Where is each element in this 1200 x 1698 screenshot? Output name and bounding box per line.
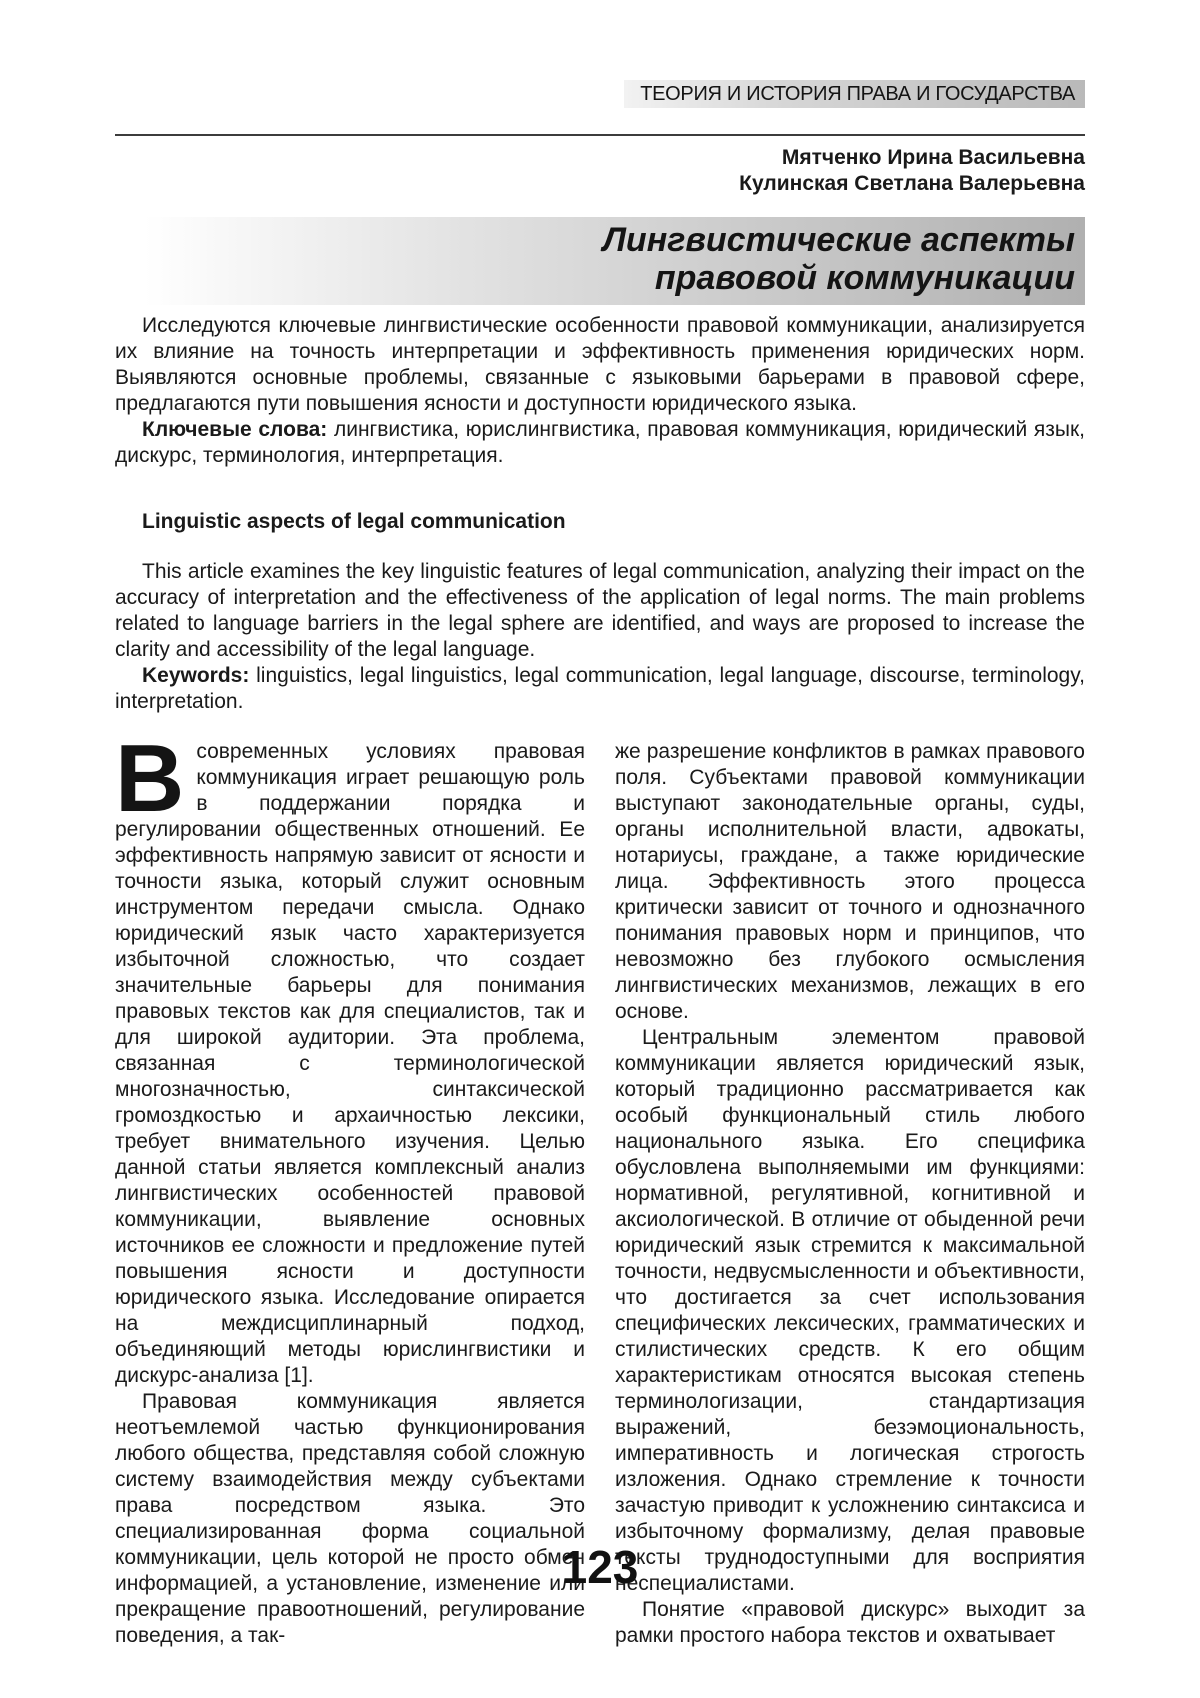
body-paragraph-text: современных условиях правовая коммуникация играет решающую роль в поддержании порядка и регулировании общественных отношений. Ее эффективность напрямую зависит от ясности и точности языка, который служит основным инструментом передачи смысла. Однако юридический язык часто характеризуется избыточной сложностью, что создает значительные барьеры для понимания правовых текстов как для специалистов, так и для широкой аудитории. Эта проблема, связанная с терминологической многозначностью, синтаксической громоздкостью и архаичностью лексики, требует внимательного изучения. Целью данной статьи является комплексный анализ лингвистических особенностей правовой коммуникации, выявление основных источников ее сложности и предложение путей повышения ясности и доступности юридического языка. Исследование опирается на междисциплинарный подход, объединяющий методы юрислингвистики и дискурс-анализа [1]. [115,740,585,1387]
section-title-band: ТЕОРИЯ И ИСТОРИЯ ПРАВА И ГОСУДАРСТВА [624,80,1085,108]
page-number: 123 [561,1541,639,1593]
left-column [115,725,585,1649]
body-paragraph: Понятие «правовой дискурс» выходит за рамки простого набора текстов и охватывает [615,1598,1085,1647]
author-name-1: Мятченко Ирина Васильевна [781,146,1085,169]
body-paragraph: же разрешение конфликтов в рамках правового поля. Субъектами правовой коммуникации выступают законодательные органы, суды, органы исполнительной власти, адвокаты, нотариусы, граждане, а также юридические лица. Эффективность этого процесса критически зависит от точного и однозначного понимания правовых норм и принципов, что невозможно без глубокого осмысления лингвистических механизмов, лежащих в его основе. [615,740,1085,1023]
abstract-english [115,559,1085,715]
english-title: Linguistic aspects of legal communication [142,510,566,533]
keywords-russian-label: Ключевые слова: [142,418,328,441]
body-paragraph: Центральным элементом правовой коммуникации является юридический язык, который традиционно рассматривается как особый функциональный стиль любого национального языка. Его специфика обусловлена выполняемыми им функциями: нормативной, регулятивной, когнитивной и аксиологической. В отличие от обыденной речи юридический язык стремится к максимальной точности, недвусмысленности и объективности, что достигается за счет использования специфических лексических, грамматических и стилистических средств. К его общим характеристикам относятся высокая степень терминологизации, стандартизация выражений, безэмоциональность, императивность и логическая строгость изложения. Однако стремление к точности зачастую приводит к усложнению синтаксиса и избыточному формализму, делая правовые тексты труднодоступными для восприятия неспециалистами. [615,1026,1085,1595]
article-title [115,217,1085,305]
keywords-russian-list: лингвистика, юрислингвистика, правовая коммуникация, юридический язык, дискурс, терминология, интерпретация. [115,418,1086,467]
drop-cap: В [115,725,185,832]
article-title-line-1: Лингвистические аспекты [602,221,1075,259]
abstract-russian-text: Исследуются ключевые лингвистические особенности правовой коммуникации, анализируется их влияние на точность интерпретации и эффективность применения юридических норм. Выявляются основные проблемы, связанные с языковыми барьерами в правовой сфере, предлагаются пути повышения ясности и доступности юридического языка. [115,314,1085,415]
abstract-english-text: This article examines the key linguistic features of legal communication, analyzing their impact on the accuracy of interpretation and the effectiveness of the application of legal norms. The main problems related to language barriers in the legal sphere are identified, and ways are proposed to increase the clarity and accessibility of the legal language. [115,560,1085,661]
keywords-english [115,663,1085,715]
right-column [615,739,1085,1649]
running-head [115,0,1085,108]
keywords-english-label: Keywords: [142,664,250,687]
body-paragraph [115,725,585,1389]
page-content [115,0,1085,1649]
abstract-russian [115,313,1085,469]
body-columns [115,725,1085,1649]
header-rule [115,134,1085,136]
body-paragraph: Правовая коммуникация является неотъемлемой частью функционирования любого общества, представляя собой сложную систему взаимодействия между субъектами права посредством языка. Это специализированная форма социальной коммуникации, цель которой не просто обмен информацией, а установление, изменение или прекращение правоотношений, регулирование поведения, а так- [115,1390,585,1647]
keywords-english-list: linguistics, legal linguistics, legal communication, legal language, discourse, terminology, interpretation. [115,664,1085,713]
authors-block [115,145,1085,197]
article-title-line-2: правовой коммуникации [654,259,1075,297]
keywords-russian [115,417,1085,469]
author-name-2: Кулинская Светлана Валерьевна [739,172,1085,195]
